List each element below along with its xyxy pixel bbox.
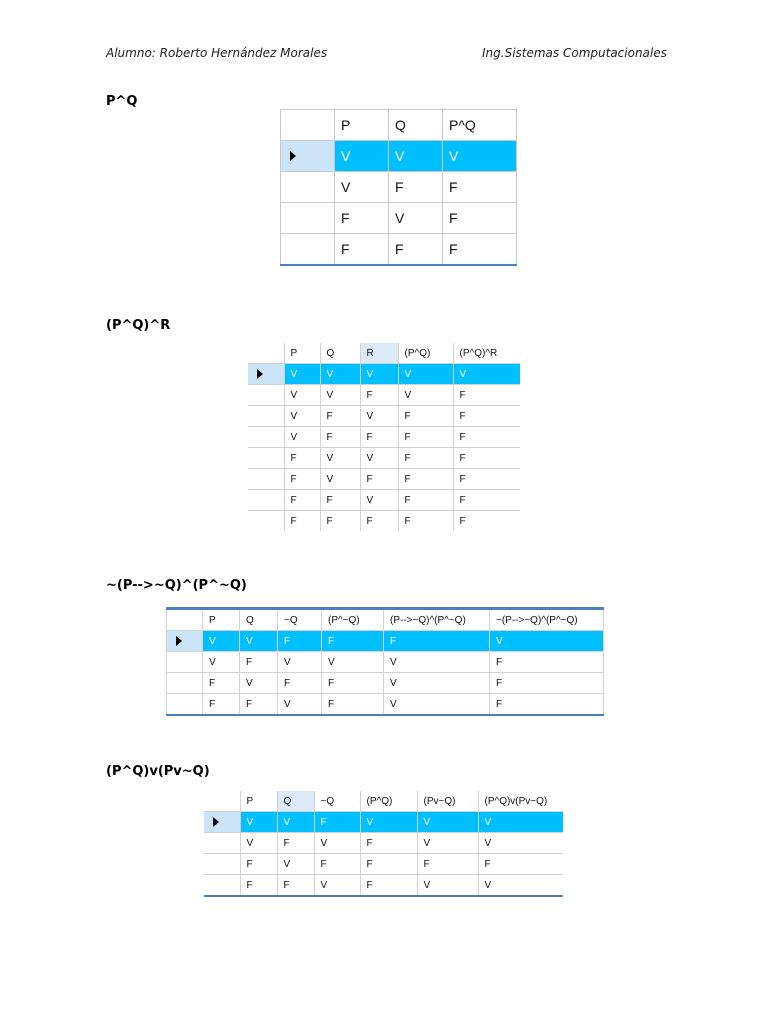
row-header[interactable] — [248, 385, 284, 406]
table-cell[interactable]: V — [240, 812, 277, 833]
student-name: Alumno: Roberto Hernández Morales — [106, 46, 328, 60]
row-header[interactable] — [281, 203, 335, 234]
column-header[interactable]: R — [360, 343, 398, 364]
table-cell[interactable]: F — [360, 427, 398, 448]
table-cell[interactable]: V — [322, 652, 384, 673]
table-cell[interactable]: F — [443, 203, 517, 234]
truth-table-4 — [204, 791, 563, 897]
current-row-arrow-icon — [176, 636, 182, 646]
table-cell[interactable]: F — [278, 673, 322, 694]
corner-cell — [248, 343, 284, 364]
truth-table-3 — [166, 607, 604, 716]
table-cell[interactable]: V — [417, 833, 478, 854]
table-cell[interactable]: F — [398, 469, 453, 490]
table-cell[interactable]: F — [320, 406, 360, 427]
column-header[interactable]: ~Q — [314, 791, 360, 812]
table-row[interactable] — [281, 234, 517, 266]
table-cell[interactable]: V — [335, 141, 389, 172]
table-cell[interactable]: F — [398, 490, 453, 511]
table-cell[interactable]: V — [320, 364, 360, 385]
row-header[interactable] — [248, 469, 284, 490]
column-header[interactable]: Q — [389, 110, 443, 141]
column-header[interactable]: P^Q — [443, 110, 517, 141]
table-cell[interactable]: F — [490, 652, 604, 673]
table-cell[interactable]: F — [453, 469, 520, 490]
row-header[interactable] — [167, 652, 203, 673]
current-row-arrow-icon — [257, 369, 263, 379]
table-cell[interactable]: F — [203, 694, 240, 716]
table-cell[interactable]: V — [240, 833, 277, 854]
table-row[interactable] — [248, 406, 520, 427]
table-cell[interactable]: V — [278, 694, 322, 716]
row-header[interactable] — [204, 812, 240, 833]
table-cell[interactable]: F — [398, 511, 453, 532]
table-cell[interactable]: V — [490, 631, 604, 652]
table-cell[interactable]: F — [277, 833, 314, 854]
table-cell[interactable]: V — [360, 490, 398, 511]
column-header[interactable]: Q — [240, 609, 278, 631]
formula-label-3: ~(P-->~Q)^(P^~Q) — [106, 578, 247, 593]
table-row[interactable] — [248, 364, 520, 385]
table-cell[interactable]: V — [478, 833, 563, 854]
truth-table-1 — [280, 109, 517, 266]
table-row[interactable] — [167, 631, 604, 652]
table-cell[interactable]: F — [240, 854, 277, 875]
table-cell[interactable]: F — [398, 427, 453, 448]
row-header[interactable] — [248, 406, 284, 427]
table-cell[interactable]: V — [320, 385, 360, 406]
column-header[interactable]: (P-->~Q)^(P^~Q) — [384, 609, 490, 631]
table-cell[interactable]: F — [360, 511, 398, 532]
table-cell[interactable]: F — [443, 234, 517, 266]
table-cell[interactable]: V — [240, 673, 278, 694]
table-row[interactable] — [248, 469, 520, 490]
row-header[interactable] — [167, 673, 203, 694]
column-header[interactable]: Q — [277, 791, 314, 812]
table-cell[interactable]: F — [384, 631, 490, 652]
table-cell[interactable]: V — [360, 448, 398, 469]
table-cell[interactable]: F — [490, 673, 604, 694]
table-row[interactable] — [248, 427, 520, 448]
table-cell[interactable]: V — [360, 406, 398, 427]
current-row-arrow-icon — [290, 151, 296, 161]
row-header[interactable] — [204, 854, 240, 875]
table-cell[interactable]: F — [322, 631, 384, 652]
table-row[interactable] — [204, 875, 563, 897]
corner-cell — [281, 110, 335, 141]
table-cell[interactable]: F — [284, 448, 320, 469]
column-header[interactable]: (P^Q)v(Pv~Q) — [478, 791, 563, 812]
table-cell[interactable]: F — [320, 490, 360, 511]
table-cell[interactable]: V — [284, 406, 320, 427]
table-row[interactable] — [248, 511, 520, 532]
row-header[interactable] — [248, 490, 284, 511]
truth-table-2 — [248, 343, 520, 531]
formula-label-1: P^Q — [106, 94, 138, 109]
current-row-arrow-icon — [213, 817, 219, 827]
table-cell[interactable]: F — [278, 631, 322, 652]
table-cell[interactable]: F — [314, 854, 360, 875]
degree-name: Ing.Sistemas Computacionales — [482, 46, 667, 60]
row-header[interactable] — [281, 172, 335, 203]
table-cell[interactable]: F — [335, 203, 389, 234]
table-cell[interactable]: V — [384, 652, 490, 673]
table-cell[interactable]: V — [478, 875, 563, 897]
table-cell[interactable]: F — [284, 511, 320, 532]
row-header[interactable] — [248, 364, 284, 385]
table-cell[interactable]: V — [335, 172, 389, 203]
table-row[interactable] — [248, 490, 520, 511]
table-cell[interactable]: F — [417, 854, 478, 875]
corner-cell — [167, 609, 203, 631]
table-cell[interactable]: F — [240, 652, 278, 673]
row-header[interactable] — [248, 427, 284, 448]
table-cell[interactable]: F — [360, 833, 417, 854]
row-header[interactable] — [167, 694, 203, 716]
table-cell[interactable]: F — [277, 875, 314, 897]
table-cell[interactable]: V — [360, 812, 417, 833]
table-cell[interactable]: F — [284, 469, 320, 490]
table-cell[interactable]: F — [322, 694, 384, 716]
table-cell[interactable]: V — [314, 875, 360, 897]
table-cell[interactable]: V — [389, 141, 443, 172]
table-cell[interactable]: F — [453, 511, 520, 532]
corner-cell — [204, 791, 240, 812]
table-cell[interactable]: F — [360, 469, 398, 490]
table-cell[interactable]: F — [453, 448, 520, 469]
table-cell[interactable]: V — [443, 141, 517, 172]
table-cell[interactable]: F — [240, 875, 277, 897]
table-cell[interactable]: F — [320, 511, 360, 532]
table-row[interactable] — [204, 812, 563, 833]
table-row[interactable] — [204, 833, 563, 854]
table-cell[interactable]: V — [203, 631, 240, 652]
column-header[interactable]: (P^Q)^R — [453, 343, 520, 364]
table-cell[interactable]: F — [284, 490, 320, 511]
table-cell[interactable]: F — [322, 673, 384, 694]
table-cell[interactable]: V — [320, 448, 360, 469]
table-cell[interactable]: V — [384, 694, 490, 716]
table-cell[interactable]: F — [240, 694, 278, 716]
table-row[interactable] — [167, 652, 604, 673]
column-header[interactable]: Q — [320, 343, 360, 364]
table-row[interactable] — [204, 854, 563, 875]
table-cell[interactable]: V — [240, 631, 278, 652]
table-cell[interactable]: F — [314, 812, 360, 833]
formula-label-2: (P^Q)^R — [106, 318, 171, 333]
table-cell[interactable]: F — [443, 172, 517, 203]
formula-label-4: (P^Q)v(Pv~Q) — [106, 764, 210, 779]
table-row[interactable] — [248, 448, 520, 469]
table-row[interactable] — [167, 694, 604, 716]
table-cell[interactable]: V — [284, 385, 320, 406]
row-header[interactable] — [248, 511, 284, 532]
table-cell[interactable]: V — [384, 673, 490, 694]
table-cell[interactable]: V — [453, 364, 520, 385]
table-cell[interactable]: F — [453, 427, 520, 448]
table-cell[interactable]: V — [284, 427, 320, 448]
table-cell[interactable]: V — [398, 364, 453, 385]
table-cell[interactable]: F — [453, 406, 520, 427]
table-row[interactable] — [167, 673, 604, 694]
column-header[interactable]: ~(P-->~Q)^(P^~Q) — [490, 609, 604, 631]
row-header[interactable] — [281, 234, 335, 266]
table-cell[interactable]: V — [398, 385, 453, 406]
table-cell[interactable]: F — [203, 673, 240, 694]
table-row[interactable] — [281, 141, 517, 172]
column-header[interactable]: ~Q — [278, 609, 322, 631]
column-header[interactable]: P — [240, 791, 277, 812]
table-cell[interactable]: F — [398, 406, 453, 427]
table-cell[interactable]: V — [478, 812, 563, 833]
table-cell[interactable]: F — [335, 234, 389, 266]
table-cell[interactable]: V — [278, 652, 322, 673]
column-header[interactable]: (Pv~Q) — [417, 791, 478, 812]
table-cell[interactable]: V — [277, 812, 314, 833]
table-cell[interactable]: V — [417, 812, 478, 833]
row-header[interactable] — [281, 141, 335, 172]
table-cell[interactable]: F — [360, 854, 417, 875]
column-header[interactable]: (P^Q) — [360, 791, 417, 812]
table-cell[interactable]: F — [360, 875, 417, 897]
table-cell[interactable]: F — [360, 385, 398, 406]
table-cell[interactable]: F — [389, 172, 443, 203]
table-cell[interactable]: F — [398, 448, 453, 469]
table-cell[interactable]: V — [284, 364, 320, 385]
row-header[interactable] — [204, 875, 240, 897]
table-row[interactable] — [281, 172, 517, 203]
table-cell[interactable]: V — [389, 203, 443, 234]
table-cell[interactable]: F — [320, 427, 360, 448]
table-cell[interactable]: V — [417, 875, 478, 897]
table-cell[interactable]: V — [203, 652, 240, 673]
table-row[interactable] — [281, 203, 517, 234]
row-header[interactable] — [204, 833, 240, 854]
column-header[interactable]: P — [284, 343, 320, 364]
table-cell[interactable]: F — [478, 854, 563, 875]
table-cell[interactable]: F — [453, 385, 520, 406]
table-cell[interactable]: F — [389, 234, 443, 266]
table-row[interactable] — [248, 385, 520, 406]
column-header[interactable]: P — [335, 110, 389, 141]
table-cell[interactable]: F — [453, 490, 520, 511]
table-cell[interactable]: F — [490, 694, 604, 716]
table-cell[interactable]: V — [277, 854, 314, 875]
row-header[interactable] — [248, 448, 284, 469]
table-cell[interactable]: V — [360, 364, 398, 385]
table-cell[interactable]: V — [314, 833, 360, 854]
column-header[interactable]: P — [203, 609, 240, 631]
column-header[interactable]: (P^Q) — [398, 343, 453, 364]
row-header[interactable] — [167, 631, 203, 652]
column-header[interactable]: (P^~Q) — [322, 609, 384, 631]
table-cell[interactable]: V — [320, 469, 360, 490]
